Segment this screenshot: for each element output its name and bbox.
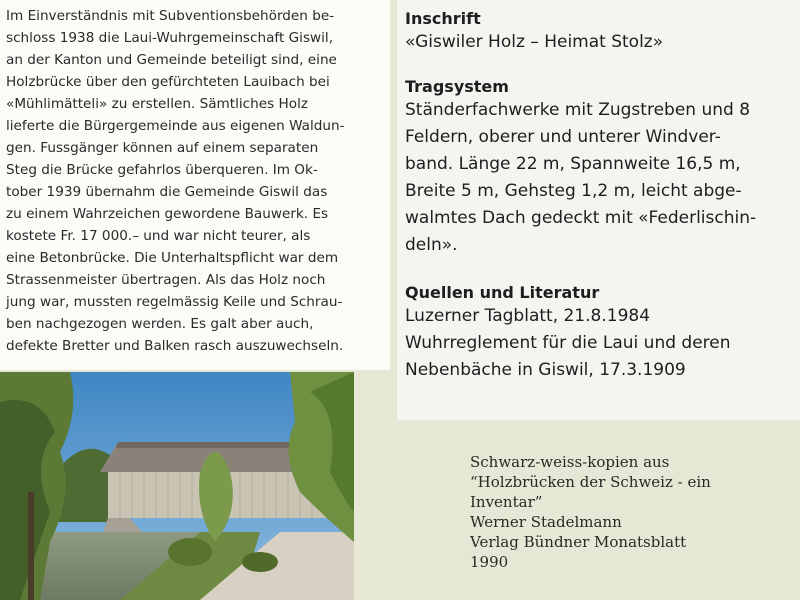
section-inschrift	[405, 9, 792, 56]
left-text-line: Im Einverständnis mit Subventionsbehörden be-	[6, 8, 335, 24]
left-text-line: tober 1939 übernahm die Gemeinde Giswil das	[6, 184, 328, 200]
right-text-column	[397, 0, 800, 420]
section-line: Ständerfachwerke mit Zugstreben und 8	[405, 100, 751, 120]
left-text-line: jung war, mussten regelmässig Keile und Schrau-	[6, 294, 343, 310]
credit-line: Verlag Bündner Monatsblatt	[470, 533, 687, 551]
section-heading: Tragsystem	[405, 77, 509, 96]
section-line: band. Länge 22 m, Spannweite 16,5 m,	[405, 154, 741, 174]
section-line: Wuhrreglement für die Laui und deren	[405, 333, 731, 353]
section-quellen	[405, 283, 792, 384]
left-text-line: Strassenmeister übertragen. Als das Holz noch	[6, 272, 326, 288]
section-heading: Quellen und Literatur	[405, 283, 600, 302]
section-line: walmtes Dach gedeckt mit «Federlischin-	[405, 208, 757, 228]
credit-line: Werner Stadelmann	[470, 513, 622, 531]
bridge-photo	[0, 372, 354, 600]
section-line: Breite 5 m, Gehsteg 1,2 m, leicht abge-	[405, 181, 742, 201]
credit-line: Schwarz-weiss-kopien aus	[470, 453, 670, 471]
source-credit	[470, 452, 790, 572]
section-line: deln».	[405, 235, 458, 255]
left-text-line: an der Kanton und Gemeinde beteiligt sind, eine	[6, 52, 337, 68]
left-text-line: gen. Fussgänger können auf einem separaten	[6, 140, 319, 156]
credit-line: 1990	[470, 553, 509, 571]
left-text-line: eine Betonbrücke. Die Unterhaltspflicht war dem	[6, 250, 339, 266]
left-text-line: Holzbrücke über den gefürchteten Lauibach bei	[6, 74, 330, 90]
section-heading: Inschrift	[405, 9, 481, 28]
left-text-line: defekte Bretter und Balken rasch auszuwechseln.	[6, 338, 344, 354]
left-text-line: «Mühlimätteli» zu erstellen. Sämtliches Holz	[6, 96, 308, 112]
bridge-illustration	[0, 372, 354, 600]
left-text-line: kostete Fr. 17 000.– und war nicht teurer, als	[6, 228, 311, 244]
credit-line: “Holzbrücken der Schweiz - ein	[470, 473, 711, 491]
left-text-line: schloss 1938 die Laui-Wuhrgemeinschaft Giswil,	[6, 30, 334, 46]
section-line: Nebenbäche in Giswil, 17.3.1909	[405, 360, 686, 380]
left-text-line: Steg die Brücke gefahrlos überqueren. Im Ok-	[6, 162, 318, 178]
left-text-line: ben nachgezogen werden. Es galt aber auch,	[6, 316, 314, 332]
section-line: «Giswiler Holz – Heimat Stolz»	[405, 32, 664, 52]
bush	[168, 538, 212, 566]
section-line: Luzerner Tagblatt, 21.8.1984	[405, 306, 651, 326]
left-text-line: lieferte die Bürgergemeinde aus eigenen Waldun-	[6, 118, 345, 134]
left-text-column	[0, 0, 390, 370]
credit-line: Inventar”	[470, 493, 543, 511]
section-line: Feldern, oberer und unterer Windver-	[405, 127, 721, 147]
section-tragsystem	[405, 77, 792, 259]
left-text-line: zu einem Wahrzeichen gewordene Bauwerk. Es	[6, 206, 329, 222]
